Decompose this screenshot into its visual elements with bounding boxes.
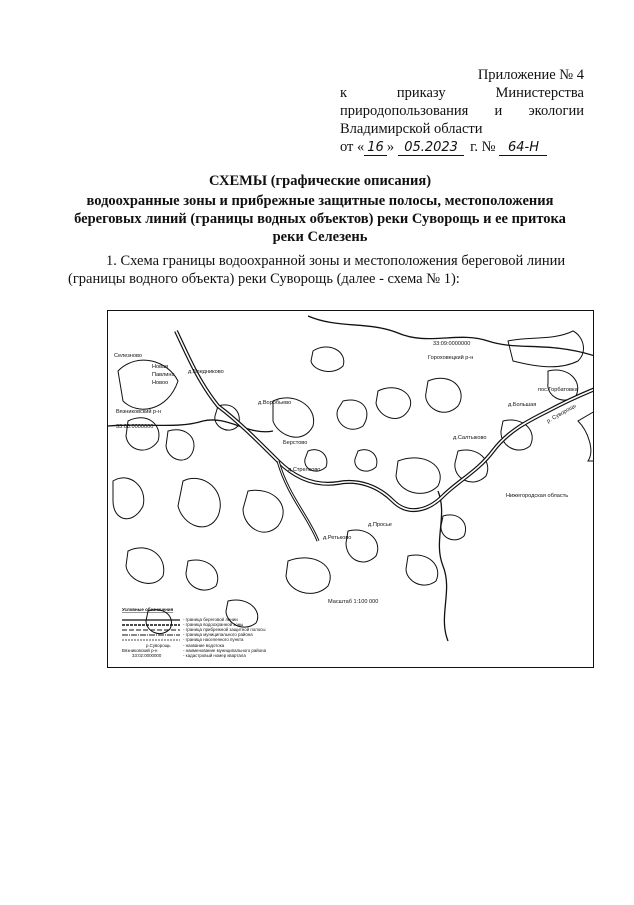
legend-sample-river: р.Суворощь bbox=[146, 643, 171, 648]
map-drawing bbox=[108, 311, 594, 668]
map-label-kadastr2: 33:09:0000000 bbox=[433, 341, 471, 347]
ministry-line bbox=[340, 102, 584, 120]
scheme-paragraph-text: 1. Схема границы водоохранной зоны и местоположения береговой линии (границы водного объекта) реки Суворощь (далее - схема № 1): bbox=[68, 253, 566, 287]
date-sep: » bbox=[386, 139, 395, 155]
ministry-part-a: природопользования bbox=[340, 103, 469, 119]
legend-item-4: - граница муниципального района bbox=[183, 632, 253, 637]
map-label-gorokhovetsky: Гороховецкий р-н bbox=[428, 355, 474, 361]
map-label-pavlina: Павлина bbox=[152, 372, 175, 378]
order-k: к bbox=[340, 85, 348, 101]
map-label-retkovo: д.Ретьково bbox=[323, 535, 352, 541]
river-selezen bbox=[278, 461, 321, 541]
scheme-map bbox=[107, 310, 594, 668]
order-number: 64-Н bbox=[499, 141, 547, 156]
legend-title: Условные обозначения bbox=[122, 607, 174, 612]
ministry-and: и bbox=[494, 103, 503, 119]
map-label-pos-gorbatovka: пос.Горбатовка bbox=[538, 387, 578, 393]
legend-item-2: - граница водоохранной зоны bbox=[183, 622, 244, 627]
map-label-blednikovo: д.Бледниково bbox=[188, 369, 224, 375]
region-line: Владимирской области bbox=[340, 121, 483, 137]
legend-item-5: - граница населенного пункта bbox=[183, 637, 244, 642]
legend-item-7: - наименование муниципального района bbox=[183, 648, 267, 653]
map-label-berstovo: Берстово bbox=[283, 440, 308, 446]
legend-sample-district: Вязниковский р-н bbox=[122, 648, 158, 653]
map-label-novo: Новоо bbox=[152, 380, 169, 386]
legend-item-6: - название водотока bbox=[183, 643, 225, 648]
scheme-paragraph bbox=[68, 252, 580, 288]
order-word: приказу bbox=[396, 85, 446, 101]
order-line bbox=[340, 84, 584, 102]
date-day: 16 bbox=[364, 141, 387, 156]
appendix-block bbox=[340, 66, 584, 156]
map-label-saltykovo: д.Салтыково bbox=[453, 435, 487, 441]
legend-item-8: - кадастровый номер квартала bbox=[183, 653, 246, 658]
map-label-vorobyevo: д.Воробьево bbox=[258, 400, 292, 406]
document-title: СХЕМЫ (графические описания) bbox=[208, 173, 432, 189]
legend-item-3: - граница прибрежной защитной полосы bbox=[183, 627, 266, 632]
date-month-year: 05.2023 bbox=[398, 141, 464, 156]
map-label-bolshaya: д.Большая bbox=[508, 402, 537, 408]
map-label-suvoroshch: р. Суворощь bbox=[546, 403, 578, 425]
map-label-selenovo: Селезново bbox=[114, 353, 143, 359]
document-subtitle: водоохранные зоны и прибрежные защитные полосы, местоположения береговых линий (границы водных объектов) реки Суворощь и ее притока реки Селезень bbox=[74, 193, 566, 245]
legend-item-1: - граница береговой линии bbox=[183, 617, 238, 622]
map-label-novaya: Новая bbox=[152, 364, 169, 370]
number-prefix: г. № bbox=[470, 139, 496, 155]
river-suvoroshch bbox=[176, 331, 594, 510]
appendix-number: Приложение № 4 bbox=[477, 67, 584, 83]
map-label-strelkovo: д.Стрелково bbox=[288, 467, 321, 473]
map-label-prosye: д.Просье bbox=[368, 522, 392, 528]
settlement-boundaries bbox=[113, 347, 578, 634]
map-label-nizhegorodskaya: Нижегородская область bbox=[506, 493, 569, 499]
ministry-part-b: экологии bbox=[528, 103, 584, 119]
map-legend bbox=[122, 607, 267, 658]
map-label-scale: Масштаб 1:100 000 bbox=[328, 599, 379, 605]
date-prefix: от « bbox=[340, 139, 365, 155]
legend-sample-kadastr: 33:02:0000000 bbox=[132, 653, 162, 658]
date-number-line bbox=[340, 138, 584, 156]
map-label-vyaznikovsky: Вязниковский р-н bbox=[116, 409, 162, 415]
ministry-word: Министерства bbox=[495, 85, 584, 101]
district-boundary bbox=[108, 316, 594, 641]
map-label-kadastr1: 33:08:0000000 bbox=[116, 424, 154, 430]
